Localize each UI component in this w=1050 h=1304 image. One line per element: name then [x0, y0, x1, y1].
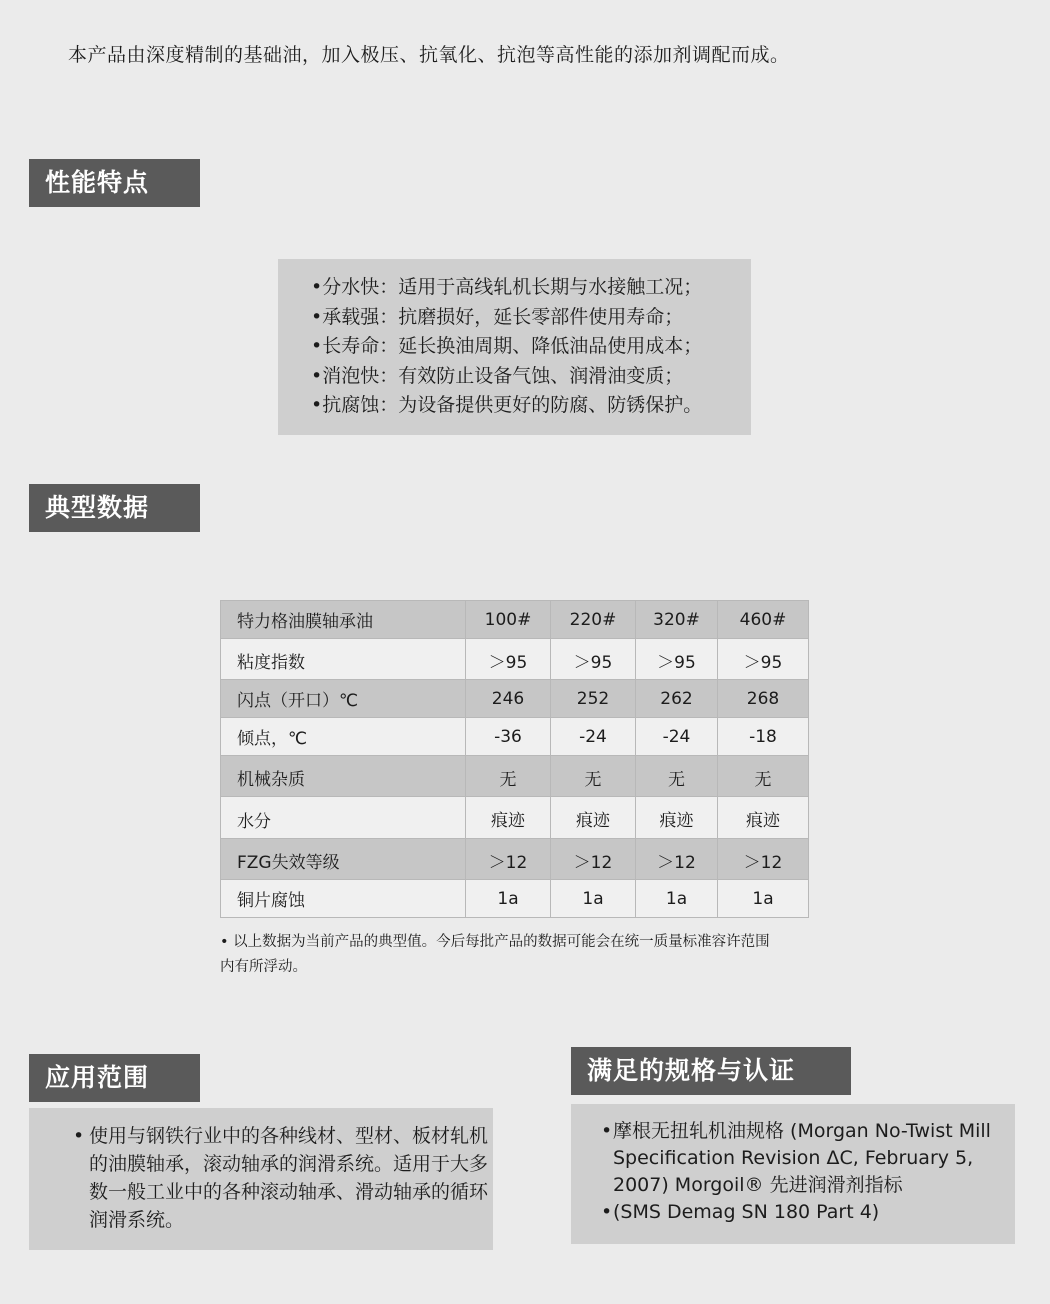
table-cell: ＞12	[466, 838, 551, 879]
certification-item: 摩根无扭轧机油规格 (Morgan No-Twist Mill Specification Revision ΔC, February 5, 2007) Morgoil® 先进润滑剂指标	[613, 1120, 991, 1196]
table-cell: ＞12	[636, 838, 718, 879]
table-row	[221, 718, 809, 756]
table-cell: 无	[636, 755, 718, 796]
table-cell: 痕迹	[718, 797, 809, 838]
table-cell: 1a	[636, 880, 718, 918]
table-cell: 痕迹	[466, 797, 551, 838]
table-cell: ＞12	[551, 838, 636, 879]
table-cell: 1a	[466, 880, 551, 918]
table-header-cell: 460#	[718, 601, 809, 639]
table-cell: -18	[718, 718, 809, 756]
features-heading: 性能特点	[29, 159, 200, 207]
table-cell: ＞95	[466, 638, 551, 679]
table-cell: 1a	[551, 880, 636, 918]
table-cell: 粘度指数	[221, 638, 466, 679]
table-cell: ＞95	[636, 638, 718, 679]
table-row	[221, 797, 809, 838]
table-header-cell: 220#	[551, 601, 636, 639]
feature-item: •承载强：抗磨损好，延长零部件使用寿命；	[311, 305, 684, 328]
table-header-row	[221, 601, 809, 639]
table-cell: 无	[551, 755, 636, 796]
table-cell: -24	[551, 718, 636, 756]
application-panel	[29, 1108, 493, 1250]
table-cell: 机械杂质	[221, 755, 466, 796]
table-cell: FZG失效等级	[221, 838, 466, 879]
footnote-line: • 以上数据为当前产品的典型值。今后每批产品的数据可能会在统一质量标准容许范围	[220, 934, 770, 950]
feature-item: •抗腐蚀：为设备提供更好的防腐、防锈保护。	[311, 394, 703, 416]
table-cell: -36	[466, 718, 551, 756]
table-row	[221, 638, 809, 679]
table-footnote	[220, 930, 820, 980]
typical-data-table	[220, 600, 809, 918]
table-cell: 无	[718, 755, 809, 796]
table-row	[221, 755, 809, 796]
table-row	[221, 680, 809, 718]
table-header-cell: 特力格油膜轴承油	[221, 601, 466, 639]
typical-data-heading: 典型数据	[29, 484, 200, 532]
table-cell: ＞95	[718, 638, 809, 679]
table-row	[221, 880, 809, 918]
feature-item: •分水快：适用于高线轧机长期与水接触工况；	[311, 276, 703, 298]
footnote-line: 内有所浮动。	[220, 959, 307, 975]
bullet: •	[73, 1125, 85, 1147]
intro-text: 本产品由深度精制的基础油，加入极压、抗氧化、抗泡等高性能的添加剂调配而成。	[68, 44, 790, 66]
certification-heading: 满足的规格与认证	[571, 1047, 851, 1095]
features-panel	[278, 259, 751, 435]
certification-panel	[571, 1104, 1015, 1244]
table-cell: 无	[466, 755, 551, 796]
table-cell: 闪点（开口）℃	[221, 680, 466, 718]
table-cell: 水分	[221, 797, 466, 838]
application-heading: 应用范围	[29, 1054, 200, 1102]
table-row	[221, 838, 809, 879]
table-header-cell: 320#	[636, 601, 718, 639]
feature-item: •消泡快：有效防止设备气蚀、润滑油变质；	[311, 364, 684, 387]
certification-item: (SMS Demag SN 180 Part 4)	[613, 1201, 880, 1223]
table-cell: 痕迹	[551, 797, 636, 838]
table-cell: 铜片腐蚀	[221, 880, 466, 918]
table-cell: 倾点，℃	[221, 718, 466, 756]
application-text: 使用与钢铁行业中的各种线材、型材、板材轧机的油膜轴承，滚动轴承的润滑系统。适用于大多数一般工业中的各种滚动轴承、滑动轴承的循环润滑系统。	[89, 1125, 489, 1231]
table-cell: 246	[466, 680, 551, 718]
table-header-cell: 100#	[466, 601, 551, 639]
feature-item: •长寿命：延长换油周期、降低油品使用成本；	[311, 335, 703, 357]
table-cell: ＞95	[551, 638, 636, 679]
table-cell: 252	[551, 680, 636, 718]
bullet: •	[601, 1201, 613, 1223]
table-cell: 痕迹	[636, 797, 718, 838]
table-cell: 1a	[718, 880, 809, 918]
table-cell: -24	[636, 718, 718, 756]
table-cell: 268	[718, 680, 809, 718]
table-cell: 262	[636, 680, 718, 718]
bullet: •	[601, 1120, 613, 1142]
table-cell: ＞12	[718, 838, 809, 879]
